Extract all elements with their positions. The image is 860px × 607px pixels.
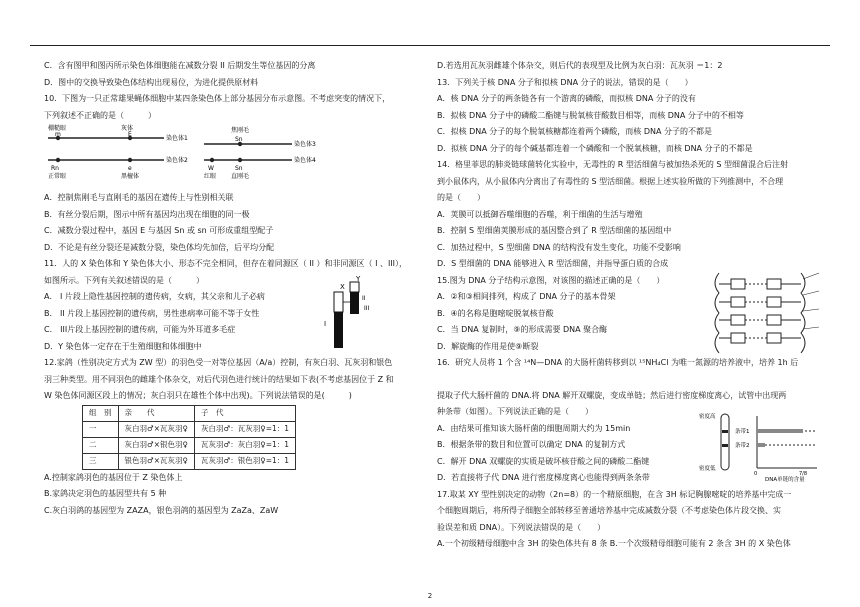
line: 个细胞周期后，将所得子细胞全部转移至普通培养基中完成减数分裂（不考虑染色体片段交换、实: [437, 506, 781, 515]
table-cell: 银色羽♂×瓦灰羽♀: [118, 453, 195, 469]
y-label: Y: [356, 275, 361, 283]
line: 16．研究人员将 1 个含 ¹⁴N—DNA 的大肠杆菌转移到以 ¹⁵NH₄Cl 为唯一氮源的培养液中，培养 1h 后: [437, 358, 799, 367]
x-label: X: [340, 283, 345, 291]
chr1-gene-label: 棚糙眼: [48, 125, 67, 132]
table-cell: 一: [83, 421, 119, 437]
line: C．含有图甲和图丙所示染色体细胞能在减数分裂 II 后期发生等位基因的分离: [44, 61, 316, 70]
line: 下列叙述不正确的是（ ）: [44, 110, 156, 120]
option-line: D．不论是有丝分裂还是减数分裂，染色体均先加倍，后平均分配: [44, 242, 275, 252]
question-16-block: [437, 388, 825, 487]
option-line: C．加热过程中，S 型细菌 DNA 的结构没有发生变化，功能不受影响: [437, 242, 681, 252]
question-15-block: [437, 273, 825, 356]
line: 提取子代大肠杆菌的 DNA.将 DNA 解开双螺旋，变成单链；然后进行密度梯度离心，试管中出现两: [437, 390, 787, 400]
header-rule: [30, 45, 830, 46]
option-line: C．减数分裂过程中，基因 E 与基因 Sn 或 sn 可形成重组型配子: [44, 226, 274, 235]
option-line: B． II 片段上基因控制的遗传病，男性患病率可能不等于女性: [44, 308, 260, 318]
table-row: [83, 437, 296, 453]
chr2-gene-label: 正常眼: [48, 173, 67, 180]
density-band-figure: [699, 410, 823, 482]
line: 14．格里菲思的肺炎链球菌转化实验中，无毒性的 R 型活细菌与被加热杀死的 S 型细菌混合后注射: [437, 160, 788, 169]
table-cell: 三: [83, 453, 119, 469]
chr3-allele: Sn: [235, 136, 243, 143]
chr3-gene-label: 焦刚毛: [231, 127, 250, 134]
option-line: A.控制家鸽羽色的基因位于 Z 染色体上: [44, 472, 183, 482]
chr2-allele: e: [128, 165, 132, 172]
chr2-gene-label: 黑檀体: [121, 173, 140, 180]
line: W 染色体同源区段上的情况；灰白羽只在雄性个体中出现)。下列说法错误的是( ): [44, 391, 352, 400]
option-line: A．荚膜可以抵御吞噬细胞的吞噬，利于细菌的生活与增殖: [437, 209, 643, 219]
option-line: A． I 片段上隐性基因控制的遗传病，女病，其父亲和儿子必病: [44, 292, 265, 301]
table-12: [82, 405, 296, 470]
table-cell: 灰白羽♂×银色羽♀: [118, 437, 195, 453]
region-III-label: III: [364, 305, 370, 312]
line: 羽三种类型。用不同羽色的雌雄个体杂交，对后代羽色进行统计的结果如下表(不考虑基因位于 Z 和: [44, 374, 394, 384]
chr2-allele: Rn: [51, 165, 59, 172]
option-line: C． III片段上基因控制的遗传病，可能为外耳道多毛症: [44, 325, 236, 334]
option-line: C.灰白羽鸽的基因型为 ZAZA，银色羽鸽的基因型为 ZaZa、ZaW: [44, 505, 279, 515]
option-line: C．解开 DNA 双螺旋的实质是破坏核苷酸之间的磷酸二酯键: [437, 456, 650, 466]
line: 12.家鸽（性别决定方式为 ZW 型）的羽色受一对等位基因（A/a）控制，有灰白羽、瓦灰羽和银色: [44, 358, 393, 367]
chromosome-diagram: [44, 124, 422, 190]
x-tick: 7/8: [799, 470, 808, 477]
line: 到小鼠体内，从小鼠体内分离出了有毒性的 S 型活细菌。根据上述实验所做的下列推测中，不合理: [437, 176, 784, 186]
region-II-label: II: [362, 295, 366, 302]
table-header-row: [83, 405, 296, 421]
option-line: D．解旋酶的作用是使⑨断裂: [437, 341, 539, 351]
option-line: A．由结果可推知该大肠杆菌的细胞周期大约为 15min: [437, 423, 631, 433]
line: 10．下图为一只正常雄果蝇体细胞中某四条染色体上部分基因分布示意图。不考虑突变的情况下，: [44, 94, 391, 103]
density-low-label: 密度低: [699, 465, 716, 472]
table-header: 子 代: [195, 405, 296, 421]
line: 17.取某 XY 型性别决定的动物（2n=8）的一个精原细胞，在含 3H 标记胸腺嘧啶的培养基中完成一: [437, 489, 792, 499]
line: 的是（ ）: [437, 193, 485, 202]
table-cell: 瓦灰羽♂：灰白羽♀=1：1: [195, 437, 296, 453]
chr4-gene-label: 直刚毛: [231, 173, 250, 180]
chr1-gene-label: 灰体: [121, 125, 134, 132]
figure-10-chromosomes: [44, 124, 422, 190]
chr4-allele: W: [208, 165, 214, 172]
table-cell: 二: [83, 437, 119, 453]
left-column: [44, 58, 422, 519]
line: 种条带（如图）。下列说法正确的是（ ）: [437, 407, 593, 416]
option-line: C．当 DNA 复制时，⑨的形成需要 DNA 聚合酶: [437, 325, 608, 334]
band2-label: 条带2: [735, 442, 750, 449]
option-line: B.家鸽决定羽色的基因型共有 5 种: [44, 489, 167, 498]
page-number: 2: [427, 592, 433, 600]
x-axis-label: DNA单链的含量: [765, 476, 805, 482]
line: 13．下列关于核 DNA 分子和拟核 DNA 分子的说法，错误的是（ ）: [437, 77, 693, 87]
table-cell: 瓦灰羽♂：银色羽♀=1：1: [195, 453, 296, 469]
chr1-label: 染色体1: [166, 135, 188, 142]
line: 11．人的 X 染色体和 Y 染色体大小、形态不完全相同，但存在着同源区（ II ）和非同源区（ I 、III），: [44, 259, 408, 268]
option-line: B．有丝分裂后期，图示中所有基因均出现在细胞的同一极: [44, 209, 250, 219]
band1-label: 条带1: [735, 428, 750, 435]
region-I-label: I: [324, 320, 327, 328]
option-line: A．②和③相间排列，构成了 DNA 分子的基本骨架: [437, 292, 616, 301]
chr1-allele: m: [55, 131, 61, 138]
blank-gap: [437, 372, 825, 388]
table-row: [83, 453, 296, 469]
line: 如图所示。下列有关叙述错误的是（ ）: [44, 275, 204, 285]
chr4-gene-label: 红眼: [204, 173, 217, 180]
question-11-block: [44, 256, 422, 355]
line: D.若选用瓦灰羽雌雄个体杂交，则后代的表现型及比例为灰白羽：瓦灰羽 ＝1：2: [437, 61, 723, 70]
line: 验误差和质 DNA）。下列说法错误的是（ ）: [437, 522, 606, 532]
option-line: C．拟核 DNA 分子的每个脱氧核糖都连着两个磷酸，而核 DNA 分子的不都是: [437, 127, 712, 136]
line: 15.图为 DNA 分子结构示意图，对该图的描述正确的是（ ）: [437, 275, 665, 285]
option-line: B．根据条带的数目和位置可以确定 DNA 的复制方式: [437, 440, 626, 449]
table-cell: 灰白羽♂：瓦灰羽♀=1：1: [195, 421, 296, 437]
option-line: D．S 型细菌的 DNA 能够进入 R 型活细菌，并指导蛋白质的合成: [437, 259, 669, 268]
chr4-label: 染色体4: [294, 157, 316, 164]
chr1-allele: E: [128, 131, 132, 138]
option-line: D．若直接将子代 DNA 进行密度梯度离心也能得到两条条带: [437, 473, 650, 482]
line: D．图中的交换导致染色体结构出现易位，为进化提供原材料: [44, 77, 259, 87]
dna-structure-figure: [707, 269, 825, 355]
option-line: D．拟核 DNA 分子的每个碱基都连着一个磷酸和一个脱氧核糖，而核 DNA 分子的不都是: [437, 143, 753, 153]
option-line: D．Y 染色体一定存在于生殖细胞和体细胞中: [44, 341, 202, 351]
table-cell: 灰白羽♂×瓦灰羽♀: [118, 421, 195, 437]
table-header: 亲 代: [118, 405, 195, 421]
option-line: A．核 DNA 分子的两条链各有一个游离的磷酸，而拟核 DNA 分子的没有: [437, 94, 696, 103]
density-high-label: 密度高: [699, 413, 716, 420]
option-line: A．控制焦刚毛与直刚毛的基因在遗传上与性别相关联: [44, 193, 234, 202]
option-line: B．拟核 DNA 分子中的磷酸二酯键与脱氧核苷酸数目相等，而核 DNA 分子中的不相等: [437, 110, 744, 120]
x-tick: 0: [754, 470, 758, 477]
chr3-label: 染色体3: [294, 141, 316, 148]
table-header: 组 别: [83, 405, 119, 421]
option-line: B．控制 S 型细菌荚膜形成的基因整合到了 R 型活细菌的基因组中: [437, 226, 672, 235]
right-column: [437, 58, 825, 553]
option-line: A.一个初级精母细胞中含 3H 的染色体共有 8 条 B.一个次级精母细胞可能有 2 条含 3H 的 X 染色体: [437, 539, 791, 548]
option-line: B．④的名称是胞嘧啶脱氧核苷酸: [437, 308, 554, 318]
chr4-allele: Sn: [235, 165, 243, 172]
chr2-label: 染色体2: [166, 157, 188, 164]
table-row: [83, 421, 296, 437]
xy-chromosome-figure: [306, 274, 416, 350]
